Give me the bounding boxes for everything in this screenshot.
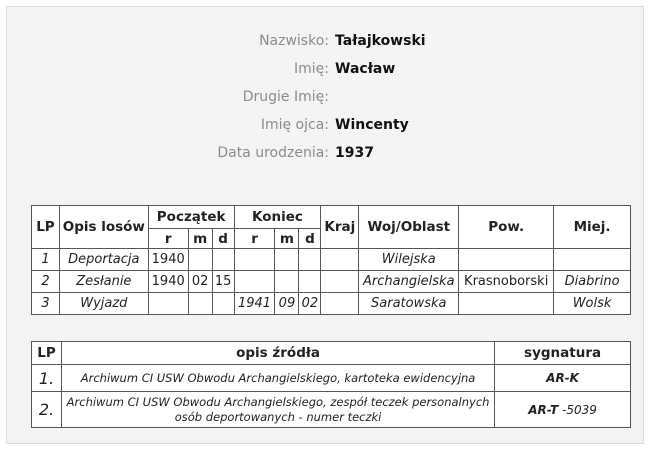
table-row xyxy=(32,249,631,271)
row-end-year xyxy=(234,271,275,293)
row-lp: 3 xyxy=(32,293,60,315)
src-row-sygnatura xyxy=(495,392,631,428)
sources-table xyxy=(31,341,631,428)
row-pow: Krasnoborski xyxy=(459,271,554,293)
row-kraj xyxy=(321,249,359,271)
col-end-year-header: r xyxy=(234,229,275,249)
col-pow-header: Pow. xyxy=(459,206,554,249)
src-row-opis: Archiwum CI USW Obwodu Archangielskiego, kartoteka ewidencyjna xyxy=(61,365,494,392)
col-kraj-header: Kraj xyxy=(321,206,359,249)
field-second-name xyxy=(7,89,643,117)
col-start-day-header: d xyxy=(212,229,234,249)
row-end-month: 09 xyxy=(275,293,299,315)
src-row-opis: Archiwum CI USW Obwodu Archangielskiego, zespół teczek personalnych osób deportowanych - numer teczki xyxy=(61,392,494,428)
second-name-label: Drugie Imię: xyxy=(242,89,329,105)
row-start-year: 1940 xyxy=(148,249,188,271)
col-poczatek-header: Początek xyxy=(148,206,234,229)
row-miej: Wolsk xyxy=(554,293,631,315)
field-birth-date xyxy=(7,145,643,173)
first-name-label: Imię: xyxy=(294,61,329,77)
row-end-year: 1941 xyxy=(234,293,275,315)
row-end-month xyxy=(275,249,299,271)
table-row xyxy=(32,271,631,293)
row-end-year xyxy=(234,249,275,271)
col-lp-header: LP xyxy=(32,206,60,249)
col-start-month-header: m xyxy=(188,229,212,249)
row-pow xyxy=(459,249,554,271)
row-woj: Wilejska xyxy=(359,249,459,271)
events-table xyxy=(31,205,631,315)
row-end-day xyxy=(299,249,321,271)
row-opis: Deportacja xyxy=(59,249,148,271)
birth-date-label: Data urodzenia: xyxy=(217,145,329,161)
row-start-day xyxy=(212,249,234,271)
row-lp: 1 xyxy=(32,249,60,271)
row-start-month: 02 xyxy=(188,271,212,293)
signature-code: AR-K xyxy=(546,371,579,385)
src-opis-header: opis źródła xyxy=(61,342,494,365)
col-opis-header: Opis losów xyxy=(59,206,148,249)
field-surname xyxy=(7,33,643,61)
row-woj: Archangielska xyxy=(359,271,459,293)
person-fields xyxy=(7,33,643,173)
row-start-day: 15 xyxy=(212,271,234,293)
father-name-value: Wincenty xyxy=(335,117,409,133)
src-row-lp: 1. xyxy=(32,365,62,392)
col-end-day-header: d xyxy=(299,229,321,249)
surname-label: Nazwisko: xyxy=(259,33,329,49)
row-opis: Zesłanie xyxy=(59,271,148,293)
row-start-day xyxy=(212,293,234,315)
birth-date-value: 1937 xyxy=(335,145,374,161)
row-pow xyxy=(459,293,554,315)
first-name-value: Wacław xyxy=(335,61,396,77)
col-end-month-header: m xyxy=(275,229,299,249)
table-row xyxy=(32,293,631,315)
row-start-year xyxy=(148,293,188,315)
signature-number: -5039 xyxy=(562,402,597,417)
person-record-card xyxy=(6,6,644,444)
src-sygnatura-header: sygnatura xyxy=(495,342,631,365)
row-start-month xyxy=(188,249,212,271)
col-miej-header: Miej. xyxy=(554,206,631,249)
src-lp-header: LP xyxy=(32,342,62,365)
src-row-lp: 2. xyxy=(32,392,62,428)
surname-value: Tałajkowski xyxy=(335,33,426,49)
col-woj-header: Woj/Oblast xyxy=(359,206,459,249)
src-row-sygnatura xyxy=(495,365,631,392)
field-father-name xyxy=(7,117,643,145)
row-start-year: 1940 xyxy=(148,271,188,293)
row-end-month xyxy=(275,271,299,293)
row-woj: Saratowska xyxy=(359,293,459,315)
row-miej xyxy=(554,249,631,271)
row-start-month xyxy=(188,293,212,315)
row-end-day: 02 xyxy=(299,293,321,315)
row-opis: Wyjazd xyxy=(59,293,148,315)
row-lp: 2 xyxy=(32,271,60,293)
signature-code: AR-T xyxy=(528,402,559,417)
table-row xyxy=(32,365,631,392)
father-name-label: Imię ojca: xyxy=(260,117,329,133)
col-koniec-header: Koniec xyxy=(234,206,321,229)
row-end-day xyxy=(299,271,321,293)
row-miej: Diabrino xyxy=(554,271,631,293)
row-kraj xyxy=(321,293,359,315)
col-start-year-header: r xyxy=(148,229,188,249)
row-kraj xyxy=(321,271,359,293)
field-first-name xyxy=(7,61,643,89)
table-row xyxy=(32,392,631,428)
